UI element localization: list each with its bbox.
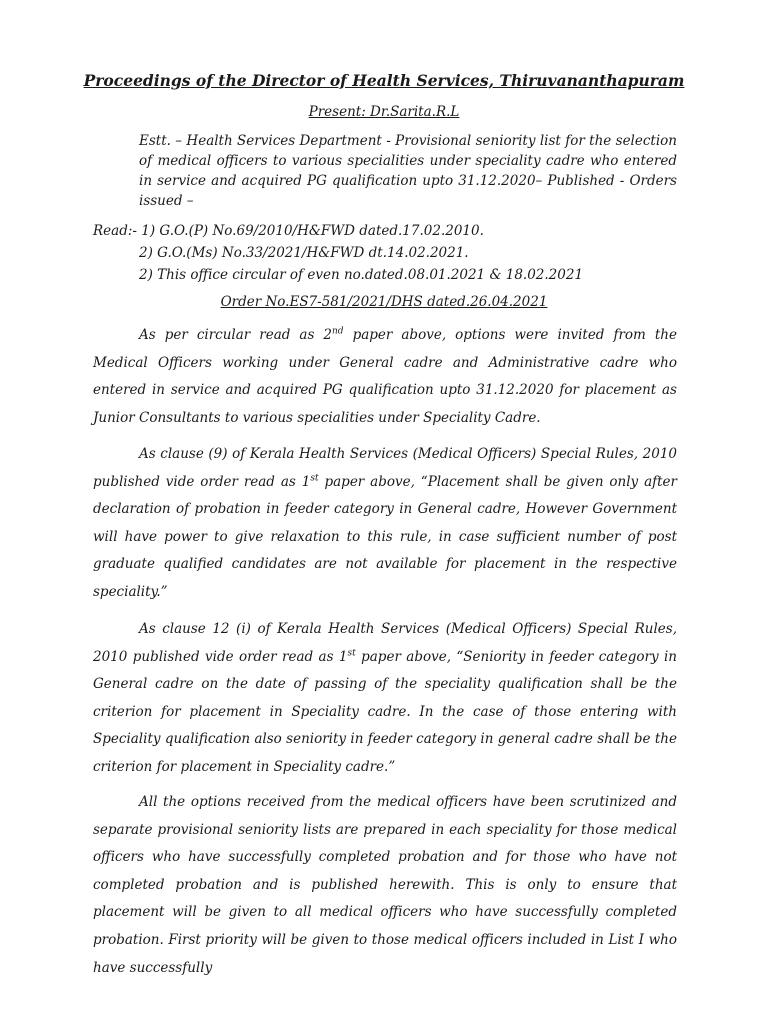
read-line-1 — [93, 220, 693, 242]
ordinal-suffix: st — [310, 473, 319, 484]
present-line: Present: Dr.Sarita.R.L — [308, 104, 460, 120]
read-references — [93, 220, 693, 286]
read-label: Read:- — [93, 223, 137, 239]
read-item: 2) This office circular of even no.dated.08.01.2021 & 18.02.2021 — [139, 267, 584, 283]
paragraph-text: paper above, “Placement shall be given only after declaration of probation in feeder category in General cadre, However Government will have power to give relaxation to this rule, in case sufficient number of post graduate qualified candidates are not available for placement in the respective speciality.” — [93, 473, 678, 600]
ordinal-suffix: st — [347, 648, 356, 659]
paragraph-text: As clause (9) of Kerala Health Services (Medical Officers) Special Rules, 2010 published vide order read as 1 — [93, 446, 677, 490]
paragraph-text: paper above, options were invited from the Medical Officers working under General cadre and Administrative cadre who entered in service and acquired PG qualification upto 31.12.2020 for placement as Junior Consultants to various specialities under Speciality Cadre. — [93, 327, 677, 426]
paragraph-text: As per circular read as 2 — [139, 327, 332, 343]
document-title: Proceedings of the Director of Health Services, Thiruvananthapuram — [83, 71, 685, 90]
paragraph-4: All the options received from the medical officers have been scrutinized and separate provisional seniority lists are prepared in each speciality for those medical officers who have successfully completed probation and for those who have not completed probation and is published herewith. This is only to ensure that placement will be given to all medical officers who have successfully completed probation. First priority will be given to those medical officers included in List I who have successfully — [93, 794, 677, 976]
read-item: 2) G.O.(Ms) No.33/2021/H&FWD dt.14.02.2021. — [139, 245, 469, 261]
paragraph-text: paper above, “Seniority in feeder category in General cadre on the date of passing of the speciality qualification shall be the criterion for placement in Speciality cadre. In the case of those entering with Speciality qualification also seniority in feeder category in general cadre shall be the criterion for placement in Speciality cadre.” — [93, 648, 677, 775]
ordinal-suffix: nd — [332, 326, 344, 337]
order-heading: Order No.ES7-581/2021/DHS dated.26.04.2021 — [220, 294, 548, 310]
paragraph-3 — [93, 616, 677, 782]
paragraph-1 — [93, 322, 677, 432]
read-item: 1) G.O.(P) No.69/2010/H&FWD dated.17.02.2010. — [141, 223, 484, 239]
paragraph-text: As clause 12 (i) of Kerala Health Services (Medical Officers) Special Rules, 2010 published vide order read as 1 — [93, 621, 677, 665]
subject-text: Estt. – Health Services Department - Provisional seniority list for the selection of medical officers to various specialities under speciality cadre who entered in service and acquired PG qualification upto 31.12.2020– Published - Orders issued – — [139, 133, 677, 209]
paragraph-2 — [93, 441, 677, 607]
